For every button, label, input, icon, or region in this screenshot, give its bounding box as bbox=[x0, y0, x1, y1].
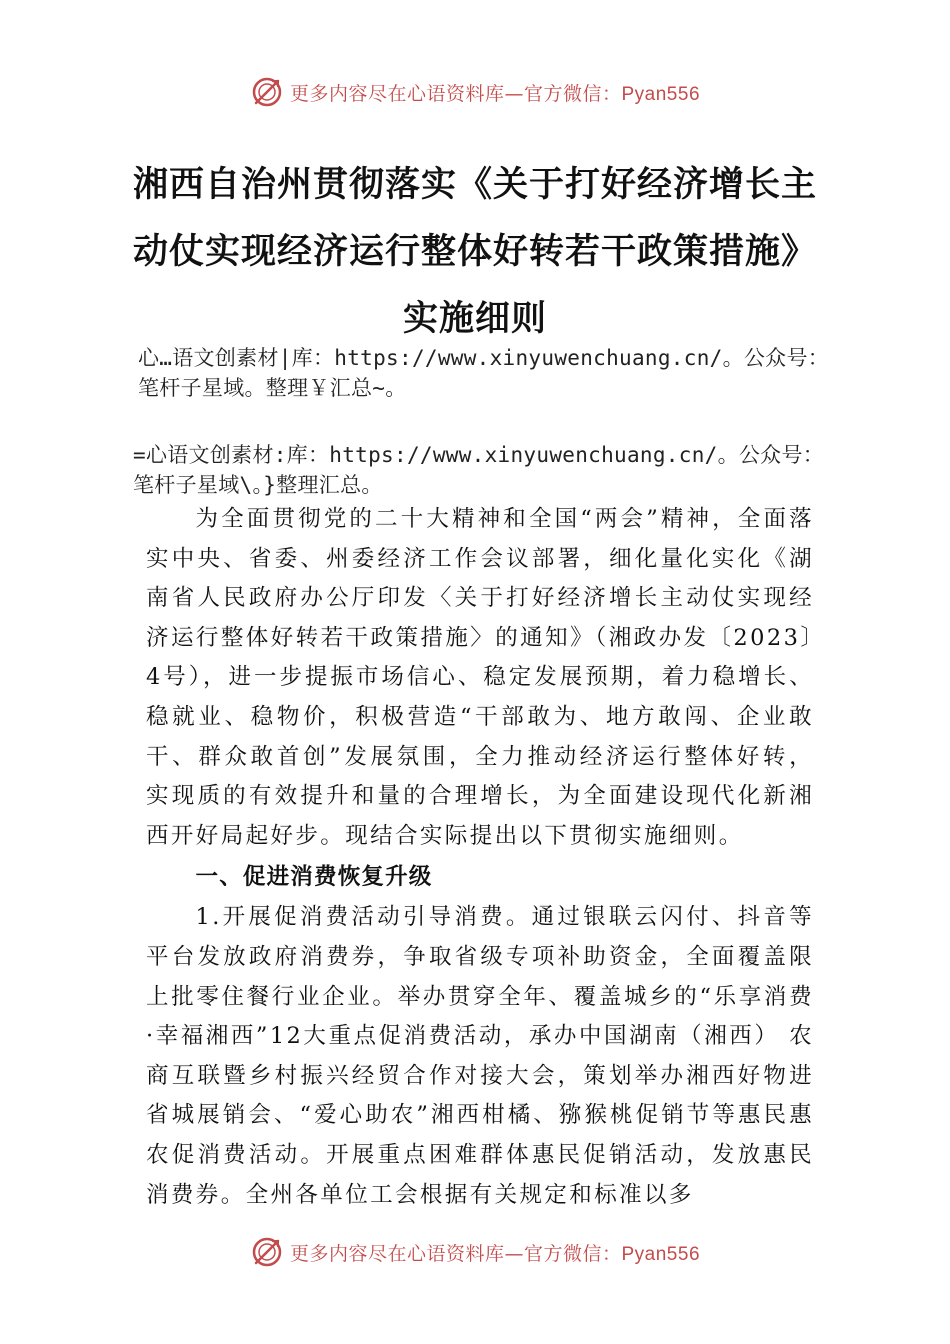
logo-icon bbox=[250, 1235, 284, 1269]
banner-dash: — bbox=[504, 1242, 524, 1265]
document-body bbox=[146, 500, 814, 1215]
banner-main-text: 更多内容尽在心语资料库 bbox=[289, 82, 505, 105]
banner-main-text: 更多内容尽在心语资料库 bbox=[289, 1242, 505, 1265]
banner-wechat-id: Pyan556 bbox=[621, 1243, 701, 1265]
banner-wechat-label: 官方微信： bbox=[523, 1242, 622, 1265]
footer-banner bbox=[0, 1232, 950, 1272]
logo-icon bbox=[250, 75, 284, 109]
header-banner bbox=[0, 72, 950, 112]
document-title: 湘西自治州贯彻落实《关于打好经济增长主动仗实现经济运行整体好转若干政策措施》实施细则 bbox=[132, 165, 817, 339]
intro-paragraph: 为全面贯彻党的二十大精神和全国“两会”精神，全面落实中央、省委、州委经济工作会议部署，细化量化实化《湖南省人民政府办公厅印发〈关于打好经济增长主动仗实现经济运行整体好转若干政策措施〉的通知》（湘政办发〔2023〕4号），进一步提振市场信心、稳定发展预期，着力稳增长、稳就业、稳物价，积极营造“干部敢为、地方敢闯、企业敢干、群众敢首创”发展氛围，全力推动经济运行整体好转， 实现质的有效提升和量的合理增长，为全面建设现代化新湘西开好局起好步。现结合实际提出以下贯彻实施细则。 bbox=[146, 506, 814, 849]
item-paragraph: 1.开展促消费活动引导消费。通过银联云闪付、抖音等平台发放政府消费券，争取省级专项补助资金，全面覆盖限上批零住餐行业企业。举办贯穿全年、覆盖城乡的“乐享消费·幸福湘西”12大重点促消费活动，承办中国湖南（湘西） 农商互联暨乡村振兴经贸合作对接大会，策划举办湘西好物进省城展销会、“爱心助农”湘西柑橘、猕猴桃促销节等惠民惠农促消费活动。开展重点困难群体惠民促销活动，发放惠民消费券。全州各单位工会根据有关规定和标准以多 bbox=[146, 904, 814, 1208]
banner-wechat-label: 官方微信： bbox=[523, 82, 622, 105]
banner-text bbox=[290, 1239, 700, 1266]
section-heading: 一、促进消费恢复升级 bbox=[195, 864, 433, 891]
source-note: =心语文创素材:库：https://www.xinyuwenchuang.cn/。公众号：笔杆子星域\。}整理汇总。 bbox=[133, 443, 825, 497]
banner-dash: — bbox=[504, 82, 524, 105]
source-note: 心…语文创素材|库：https://www.xinyuwenchuang.cn/。公众号：笔杆子星域。整理￥汇总~。 bbox=[138, 346, 830, 400]
banner-wechat-id: Pyan556 bbox=[621, 83, 701, 105]
banner-text bbox=[290, 79, 700, 106]
